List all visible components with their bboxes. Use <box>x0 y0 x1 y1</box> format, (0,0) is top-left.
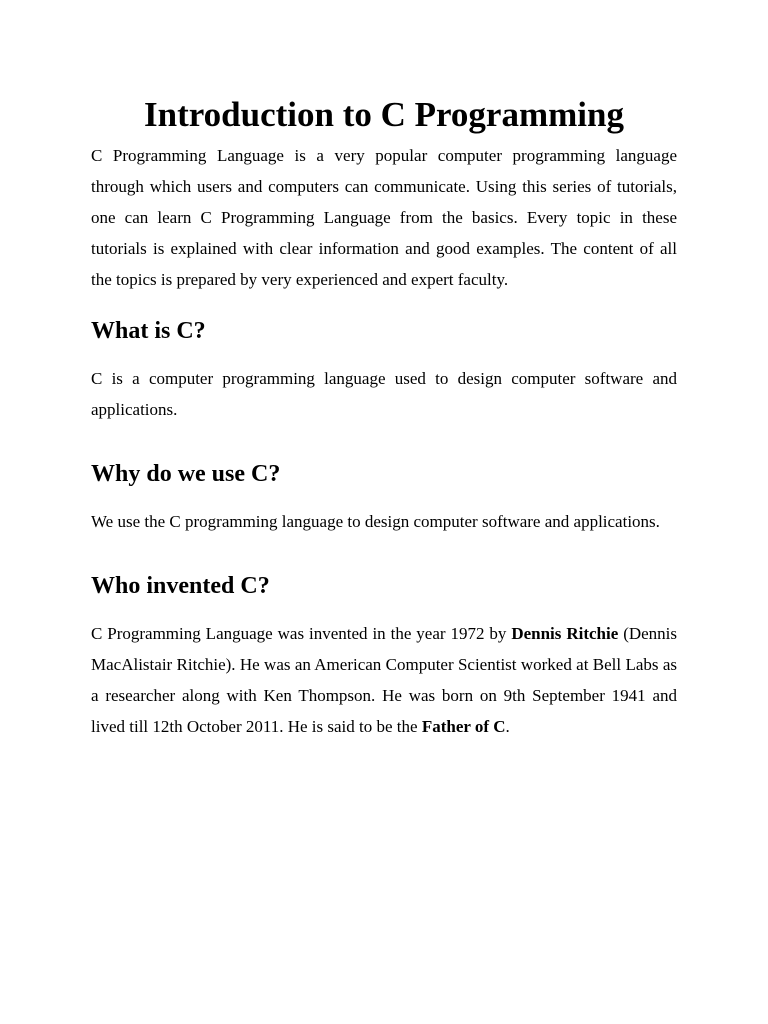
who-text-part3: . <box>505 717 510 736</box>
father-of-c-text: Father of C <box>421 717 506 736</box>
intro-paragraph: C Programming Language is a very popular computer programming language through which users and computers can communicate. Using this series of tutorials, one can learn C Programming Language from the basics. Every topic in these tutorials is explained with clear information and good examples. The content of all the topics is prepared by very experienced and expert faculty. <box>91 146 677 289</box>
section-heading-what: What is C? <box>91 318 206 344</box>
section-body-who <box>91 618 677 742</box>
who-text-part1: C Programming Language was invented in the year 1972 by <box>91 624 512 643</box>
who-text-part2: (Dennis MacAlistair Ritchie). He was an American Computer Scientist worked at Bell Labs as a researcher along with Ken Thompson. He was born on 9th September 1941 and lived till 12th October 2011. He is said to be the <box>91 624 678 736</box>
inventor-name: Dennis Ritchie <box>511 624 619 643</box>
page-title: Introduction to C Programming <box>144 95 624 134</box>
section-heading-who: Who invented C? <box>91 573 270 599</box>
section-heading-why: Why do we use C? <box>91 461 281 487</box>
document-page <box>91 0 677 742</box>
section-body-why: We use the C programming language to design computer software and applications. <box>91 512 660 531</box>
section-body-what: C is a computer programming language used to design computer software and applications. <box>91 369 677 419</box>
